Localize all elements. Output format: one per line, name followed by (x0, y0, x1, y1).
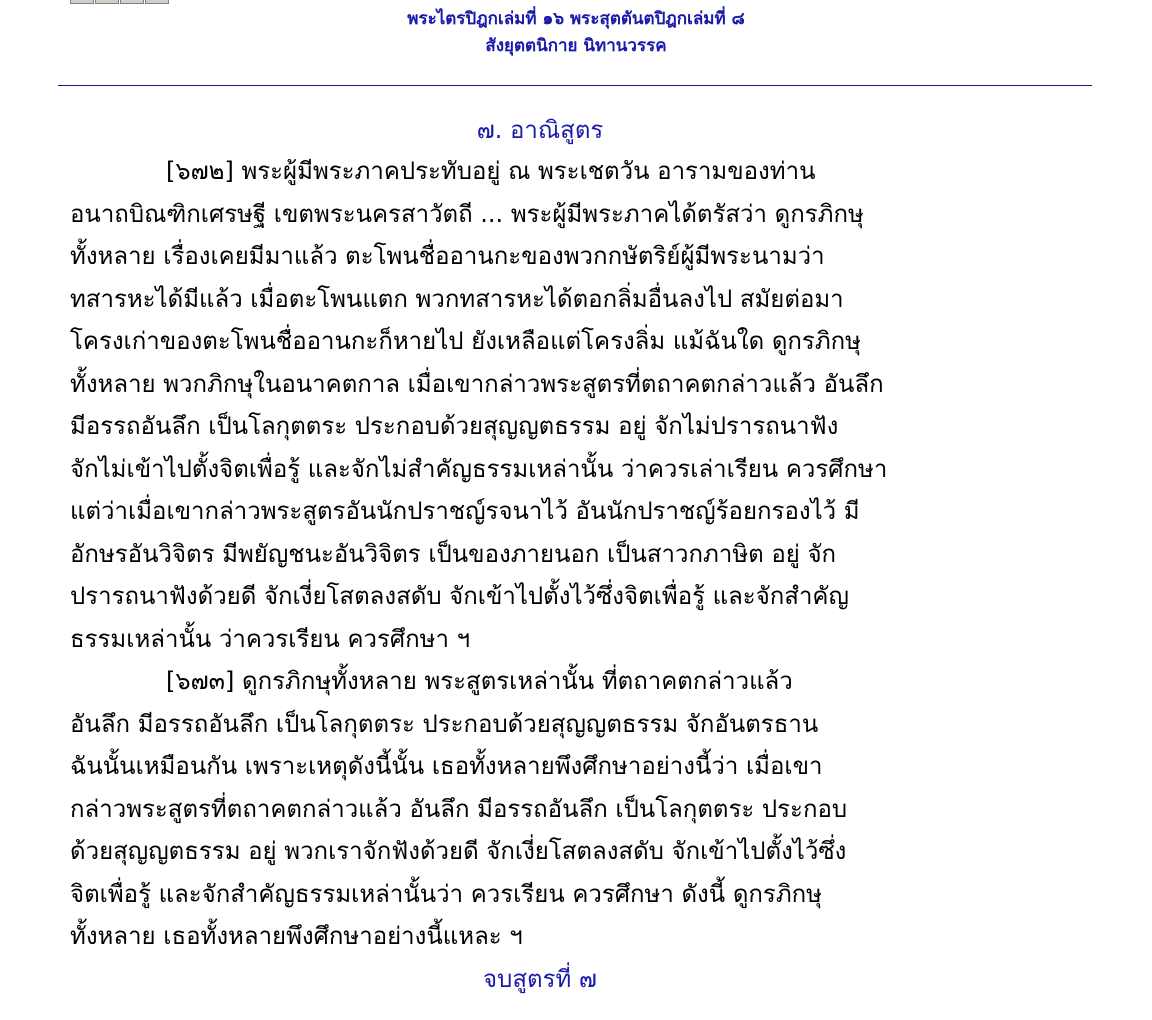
text-line: ด้วยสุญญตธรรม อยู่ พวกเราจักฟังด้วยดี จักเงี่ยโสตลงสดับ จักเข้าไปตั้งไว้ซึ่ง (70, 837, 847, 865)
text-line: โครงเก่าของตะโพนชื่ออานกะก็หายไป ยังเหลือแต่โครงลิ่ม แม้ฉันใด ดูกรภิกษุ (70, 327, 861, 355)
text-line: กล่าวพระสูตรที่ตถาคตกล่าวแล้ว อันลึก มีอรรถอันลึก เป็นโลกุตตระ ประกอบ (70, 794, 848, 823)
text-line: ทั้งหลาย เรื่องเคยมีมาแล้ว ตะโพนชื่ออานกะของพวกกษัตริย์ผู้มีพระนามว่า (70, 242, 825, 270)
text-line: จักไม่เข้าไปตั้งจิตเพื่อรู้ และจักไม่สำคัญธรรมเหล่านั้น ว่าควรเล่าเรียน ควรศึกษา (70, 454, 888, 483)
paragraph-673 (70, 660, 1070, 958)
text-line: ปรารถนาฟังด้วยดี จักเงี่ยโสตลงสดับ จักเข้าไปตั้งไว้ซึ่งจิตเพื่อรู้ และจักสำคัญ (70, 582, 849, 610)
text-line: ทั้งหลาย เธอทั้งหลายพึงศึกษาอย่างนี้แหละ ฯ (70, 922, 523, 950)
text-line: [๖๗๓] ดูกรภิกษุทั้งหลาย พระสูตรเหล่านั้น ที่ตถาคตกล่าวแล้ว (166, 667, 793, 695)
text-line: จิตเพื่อรู้ และจักสำคัญธรรมเหล่านั้นว่า ควรเรียน ควรศึกษา ดังนี้ ดูกรภิกษุ (70, 879, 822, 908)
nav-next-button[interactable] (120, 0, 144, 4)
text-line: ฉันนั้นเหมือนกัน เพราะเหตุดังนี้นั้น เธอทั้งหลายพึงศึกษาอย่างนี้ว่า เมื่อเขา (70, 752, 823, 780)
text-line: อันลึก มีอรรถอันลึก เป็นโลกุตตระ ประกอบด้วยสุญญตธรรม จักอันตรธาน (70, 709, 819, 738)
text-line: แต่ว่าเมื่อเขากล่าวพระสูตรอันนักปราชญ์รจนาไว้ อันนักปราชญ์ร้อยกรองไว้ มี (70, 497, 860, 525)
sutta-title: ๗. อาณิสูตร (476, 116, 604, 144)
nav-last-button[interactable] (145, 0, 169, 4)
header-divider (58, 85, 1092, 86)
paragraph-672 (70, 150, 1070, 660)
text-line: ทั้งหลาย พวกภิกษุในอนาคตกาล เมื่อเขากล่าวพระสูตรที่ตถาคตกล่าวแล้ว อันลึก (70, 369, 884, 398)
text-line: [๖๗๒] พระผู้มีพระภาคประทับอยู่ ณ พระเชตวัน อารามของท่าน (166, 157, 816, 185)
book-header (0, 6, 1152, 60)
text-line: ธรรมเหล่านั้น ว่าควรเรียน ควรศึกษา ฯ (70, 624, 471, 653)
sutta-content (70, 110, 1070, 1000)
text-line: อนาถบิณฑิกเศรษฐี เขตพระนครสาวัตถี ... พระผู้มีพระภาคได้ตรัสว่า ดูกรภิกษุ (70, 199, 864, 228)
header-collection-line: สังยุตตนิกาย นิทานวรรค (485, 36, 667, 56)
navigation-buttons (70, 0, 169, 4)
nav-first-button[interactable] (70, 0, 94, 4)
text-line: ทสารหะได้มีแล้ว เมื่อตะโพนแตก พวกทสารหะได้ตอกลิ่มอื่นลงไป สมัยต่อมา (70, 284, 844, 313)
nav-prev-button[interactable] (95, 0, 119, 4)
sutta-end-title: จบสูตรที่ ๗ (483, 964, 597, 993)
text-line: มีอรรถอันลึก เป็นโลกุตตระ ประกอบด้วยสุญญตธรรม อยู่ จักไม่ปรารถนาฟัง (70, 412, 839, 440)
text-line: อักษรอันวิจิตร มีพยัญชนะอันวิจิตร เป็นของภายนอก เป็นสาวกภาษิต อยู่ จัก (70, 539, 837, 568)
header-volume-line: พระไตรปิฎกเล่มที่ ๑๖ พระสุตตันตปิฎกเล่มที่ ๘ (407, 9, 745, 29)
